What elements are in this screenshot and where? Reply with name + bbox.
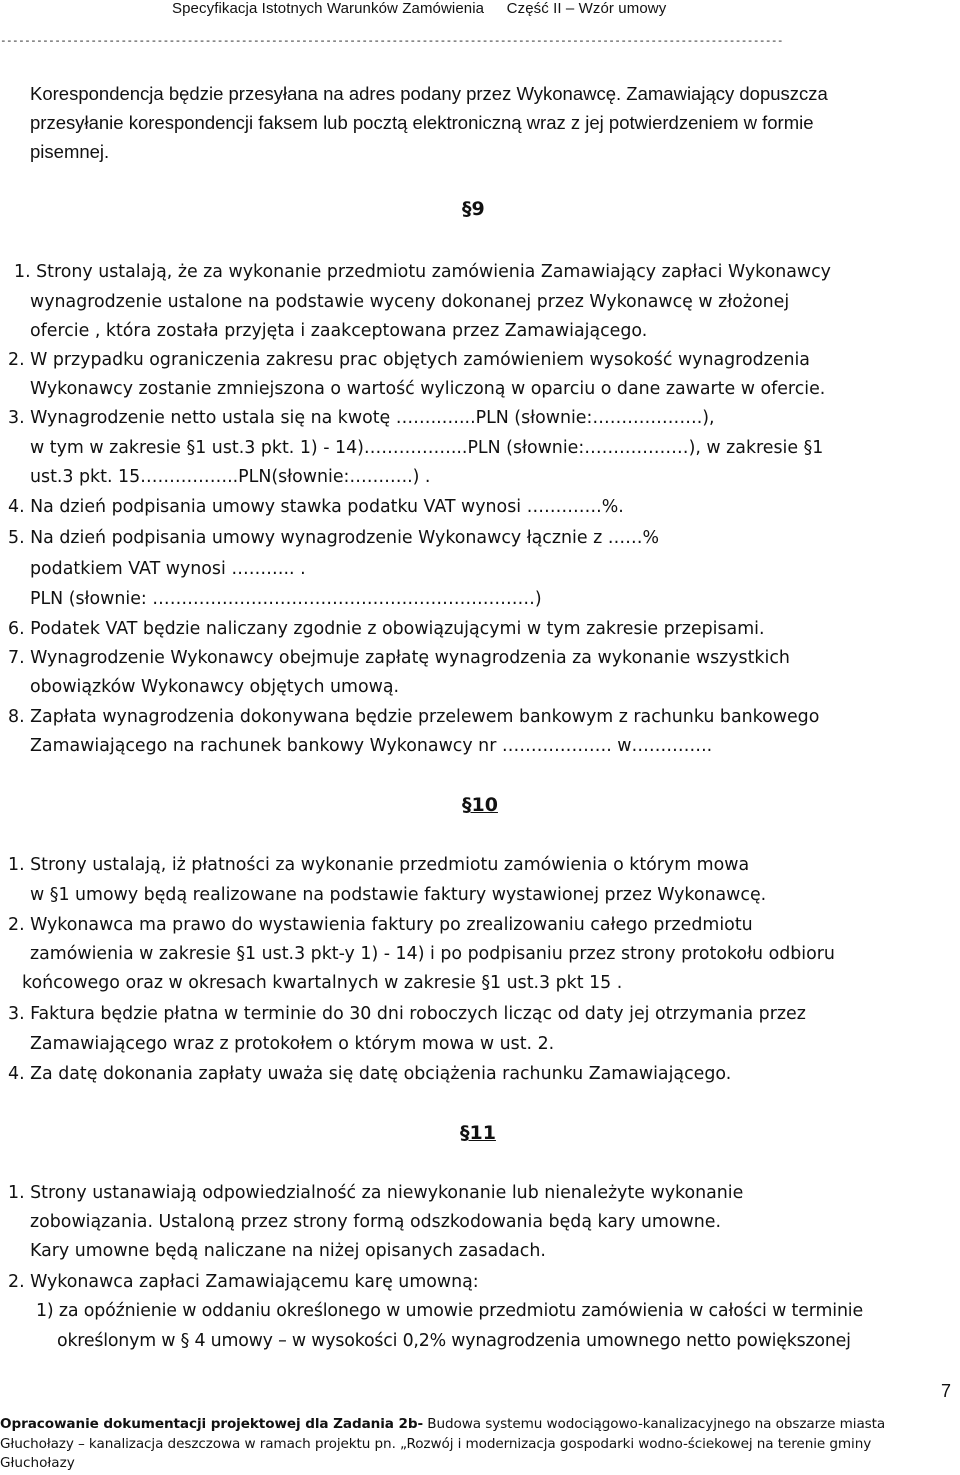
s9-line-15: obowiązków Wykonawcy objętych umową.: [30, 677, 399, 697]
s9-line-9: 4. Na dzień podpisania umowy stawka podatku VAT wynosi ………….%.: [8, 497, 624, 517]
footer-line-2: [0, 1436, 871, 1452]
footer-line-2a: Głuchołazy – kanalizacja deszczowa w ramach projektu pn.: [0, 1436, 396, 1452]
intro-line-3: pisemnej.: [30, 141, 110, 162]
s10-line-4: zamówienia w zakresie §1 ust.3 pkt-y 1) - 14) i po podpisaniu przez strony protokołu odbioru: [30, 944, 835, 964]
section-11-heading: §11: [460, 1122, 496, 1144]
s9-line-4: 2. W przypadku ograniczenia zakresu prac objętych zamówieniem wysokość wynagrodzenia: [8, 350, 810, 370]
section-9-heading: §9: [462, 198, 485, 220]
footer-line-2b: „Rozwój i modernizacja gospodarki wodno-ściekowej na terenie gminy: [395, 1436, 872, 1452]
s10-line-2: w §1 umowy będą realizowane na podstawie faktury wystawionej przez Wykonawcę.: [30, 885, 767, 905]
s11-line-6: określonym w § 4 umowy – w wysokości 0,2% wynagrodzenia umownego netto powiększonej: [57, 1331, 851, 1351]
footer-line-3: Głuchołazy: [0, 1455, 75, 1471]
s11-line-3: Kary umowne będą naliczane na niżej opisanych zasadach.: [30, 1241, 546, 1261]
s9-line-13: 6. Podatek VAT będzie naliczany zgodnie z obowiązującymi w tym zakresie przepisami.: [8, 619, 765, 639]
s10-line-8: 4. Za datę dokonania zapłaty uważa się datę obciążenia rachunku Zamawiającego.: [8, 1064, 732, 1084]
s10-line-6: 3. Faktura będzie płatna w terminie do 30 dni roboczych licząc od daty jej otrzymania przez: [8, 1004, 806, 1024]
s9-line-6: 3. Wynagrodzenie netto ustala się na kwotę ……..…...PLN (słownie:……………….),: [8, 408, 715, 428]
s9-line-3: ofercie , która została przyjęta i zaakceptowana przez Zamawiającego.: [30, 321, 648, 341]
header-part: Część II – Wzór umowy: [506, 0, 667, 17]
s9-line-1: 1. Strony ustalają, że za wykonanie przedmiotu zamówienia Zamawiający zapłaci Wykonawcy: [14, 262, 831, 282]
s9-line-16: 8. Zapłata wynagrodzenia dokonywana będzie przelewem bankowym z rachunku bankowego: [8, 707, 820, 727]
page-number: 7: [941, 1381, 952, 1401]
s10-line-5: końcowego oraz w okresach kwartalnych w zakresie §1 ust.3 pkt 15 .: [22, 973, 623, 993]
s11-line-2: zobowiązania. Ustaloną przez strony formą odszkodowania będą kary umowne.: [30, 1212, 721, 1232]
intro-line-1: Korespondencja będzie przesyłana na adres podany przez Wykonawcę. Zamawiający dopuszcza: [30, 83, 828, 104]
s9-line-5: Wykonawcy zostanie zmniejszona o wartość wyliczoną w oparciu o dane zawarte w ofercie.: [30, 379, 826, 399]
s9-line-12: PLN (słownie: …………………………………………………………): [30, 589, 542, 609]
header-rule: ----------------------------------------------------------------------------------------------------------------------------------: [0, 34, 783, 47]
footer-rest: Budowa systemu wodociągowo-kanalizacyjnego na obszarze miasta: [423, 1416, 886, 1432]
intro-line-2: przesyłanie korespondencji faksem lub pocztą elektroniczną wraz z jej potwierdzeniem w formie: [30, 112, 814, 133]
s10-line-7: Zamawiającego wraz z protokołem o którym mowa w ust. 2.: [30, 1034, 555, 1054]
s10-line-1: 1. Strony ustalają, iż płatności za wykonanie przedmiotu zamówienia o którym mowa: [8, 855, 750, 875]
s9-line-8: ust.3 pkt. 15……………..PLN(słownie:………..) .: [30, 467, 431, 487]
s9-line-10: 5. Na dzień podpisania umowy wynagrodzenie Wykonawcy łącznie z ……%: [8, 528, 660, 548]
s11-line-5: 1) za opóźnienie w oddaniu określonego w umowie przedmiotu zamówienia w całości w terminie: [36, 1301, 864, 1321]
footer-line-1: [0, 1416, 885, 1432]
running-header: [172, 0, 666, 17]
s9-line-11: podatkiem VAT wynosi ……….. .: [30, 559, 306, 579]
header-title: Specyfikacja Istotnych Warunków Zamówienia: [172, 0, 485, 17]
s11-line-4: 2. Wykonawca zapłaci Zamawiającemu karę umowną:: [8, 1272, 479, 1292]
s10-line-3: 2. Wykonawca ma prawo do wystawienia faktury po zrealizowaniu całego przedmiotu: [8, 915, 753, 935]
s9-line-17: Zamawiającego na rachunek bankowy Wykonawcy nr ………………. w…………..: [30, 736, 713, 756]
s11-line-1: 1. Strony ustanawiają odpowiedzialność za niewykonanie lub nienależyte wykonanie: [8, 1183, 744, 1203]
s9-line-7: w tym w zakresie §1 ust.3 pkt. 1) - 14)……………...PLN (słownie:………………), w zakresie §1: [30, 438, 824, 458]
footer-bold: Opracowanie dokumentacji projektowej dla Zadania 2b-: [0, 1416, 424, 1432]
s9-line-14: 7. Wynagrodzenie Wykonawcy obejmuje zapłatę wynagrodzenia za wykonanie wszystkich: [8, 648, 790, 668]
section-10-heading: §10: [462, 794, 498, 816]
s9-line-2: wynagrodzenie ustalone na podstawie wyceny dokonanej przez Wykonawcę w złożonej: [30, 292, 790, 312]
